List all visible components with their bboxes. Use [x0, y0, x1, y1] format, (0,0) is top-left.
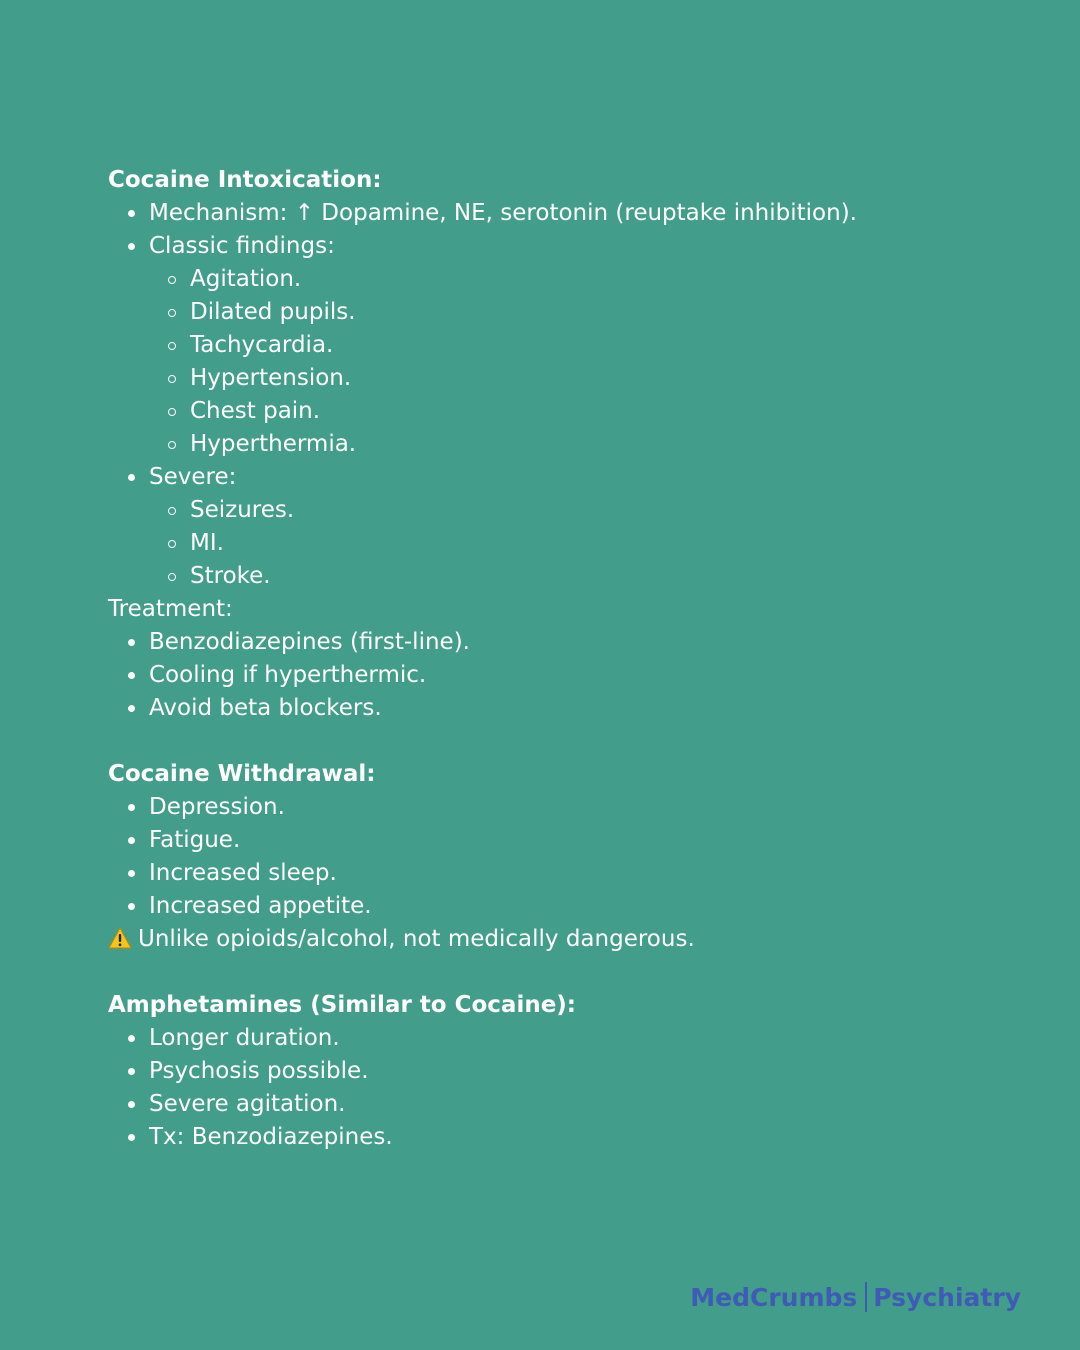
circle-bullet-icon — [168, 573, 176, 581]
circle-bullet-icon — [168, 441, 176, 449]
sub-list-item: Tachycardia. — [108, 329, 1008, 362]
spacer — [108, 956, 1008, 989]
circle-bullet-icon — [168, 276, 176, 284]
list-item: Tx: Benzodiazepines. — [108, 1121, 1008, 1154]
brand-divider — [865, 1282, 867, 1312]
sub-list-item: Stroke. — [108, 560, 1008, 593]
circle-bullet-icon — [168, 408, 176, 416]
sub-list-item: Agitation. — [108, 263, 1008, 296]
section-heading-intoxication: Cocaine Intoxication: — [108, 167, 382, 193]
bullet-icon — [128, 870, 135, 877]
list-item: Benzodiazepines (first-line). — [108, 626, 1008, 659]
bullet-icon — [128, 804, 135, 811]
warning-note: Unlike opioids/alcohol, not medically dangerous. — [108, 923, 1008, 956]
list-item: Severe: — [108, 461, 1008, 494]
bullet-icon — [128, 639, 135, 646]
list-item: Depression. — [108, 791, 1008, 824]
sub-list-item: Chest pain. — [108, 395, 1008, 428]
circle-bullet-icon — [168, 375, 176, 383]
bullet-icon — [128, 1134, 135, 1141]
section-heading-withdrawal: Cocaine Withdrawal: — [108, 761, 376, 787]
list-item: Longer duration. — [108, 1022, 1008, 1055]
warning-icon — [108, 927, 134, 949]
bullet-icon — [128, 243, 135, 250]
bullet-icon — [128, 1068, 135, 1075]
circle-bullet-icon — [168, 309, 176, 317]
notes-content — [108, 164, 1008, 1154]
sub-list-item: Hyperthermia. — [108, 428, 1008, 461]
list-item: Avoid beta blockers. — [108, 692, 1008, 725]
bullet-icon — [128, 474, 135, 481]
brand-logo — [690, 1282, 1021, 1312]
list-item: Increased appetite. — [108, 890, 1008, 923]
bullet-icon — [128, 672, 135, 679]
circle-bullet-icon — [168, 507, 176, 515]
sub-list-item: Seizures. — [108, 494, 1008, 527]
list-item: Cooling if hyperthermic. — [108, 659, 1008, 692]
section-heading-amphetamines: Amphetamines (Similar to Cocaine): — [108, 992, 577, 1018]
bullet-icon — [128, 1035, 135, 1042]
treatment-label: Treatment: — [108, 596, 233, 622]
sub-list-item: Dilated pupils. — [108, 296, 1008, 329]
bullet-icon — [128, 705, 135, 712]
bullet-icon — [128, 903, 135, 910]
list-item: Classic findings: — [108, 230, 1008, 263]
brand-section: Psychiatry — [873, 1283, 1021, 1312]
spacer — [108, 725, 1008, 758]
bullet-icon — [128, 837, 135, 844]
list-item: Increased sleep. — [108, 857, 1008, 890]
list-item: Fatigue. — [108, 824, 1008, 857]
sub-list-item: MI. — [108, 527, 1008, 560]
list-item: Mechanism: ↑ Dopamine, NE, serotonin (reuptake inhibition). — [108, 197, 1008, 230]
brand-name: MedCrumbs — [690, 1283, 858, 1312]
list-item: Severe agitation. — [108, 1088, 1008, 1121]
sub-list-item: Hypertension. — [108, 362, 1008, 395]
bullet-icon — [128, 210, 135, 217]
list-item: Psychosis possible. — [108, 1055, 1008, 1088]
circle-bullet-icon — [168, 342, 176, 350]
circle-bullet-icon — [168, 540, 176, 548]
bullet-icon — [128, 1101, 135, 1108]
